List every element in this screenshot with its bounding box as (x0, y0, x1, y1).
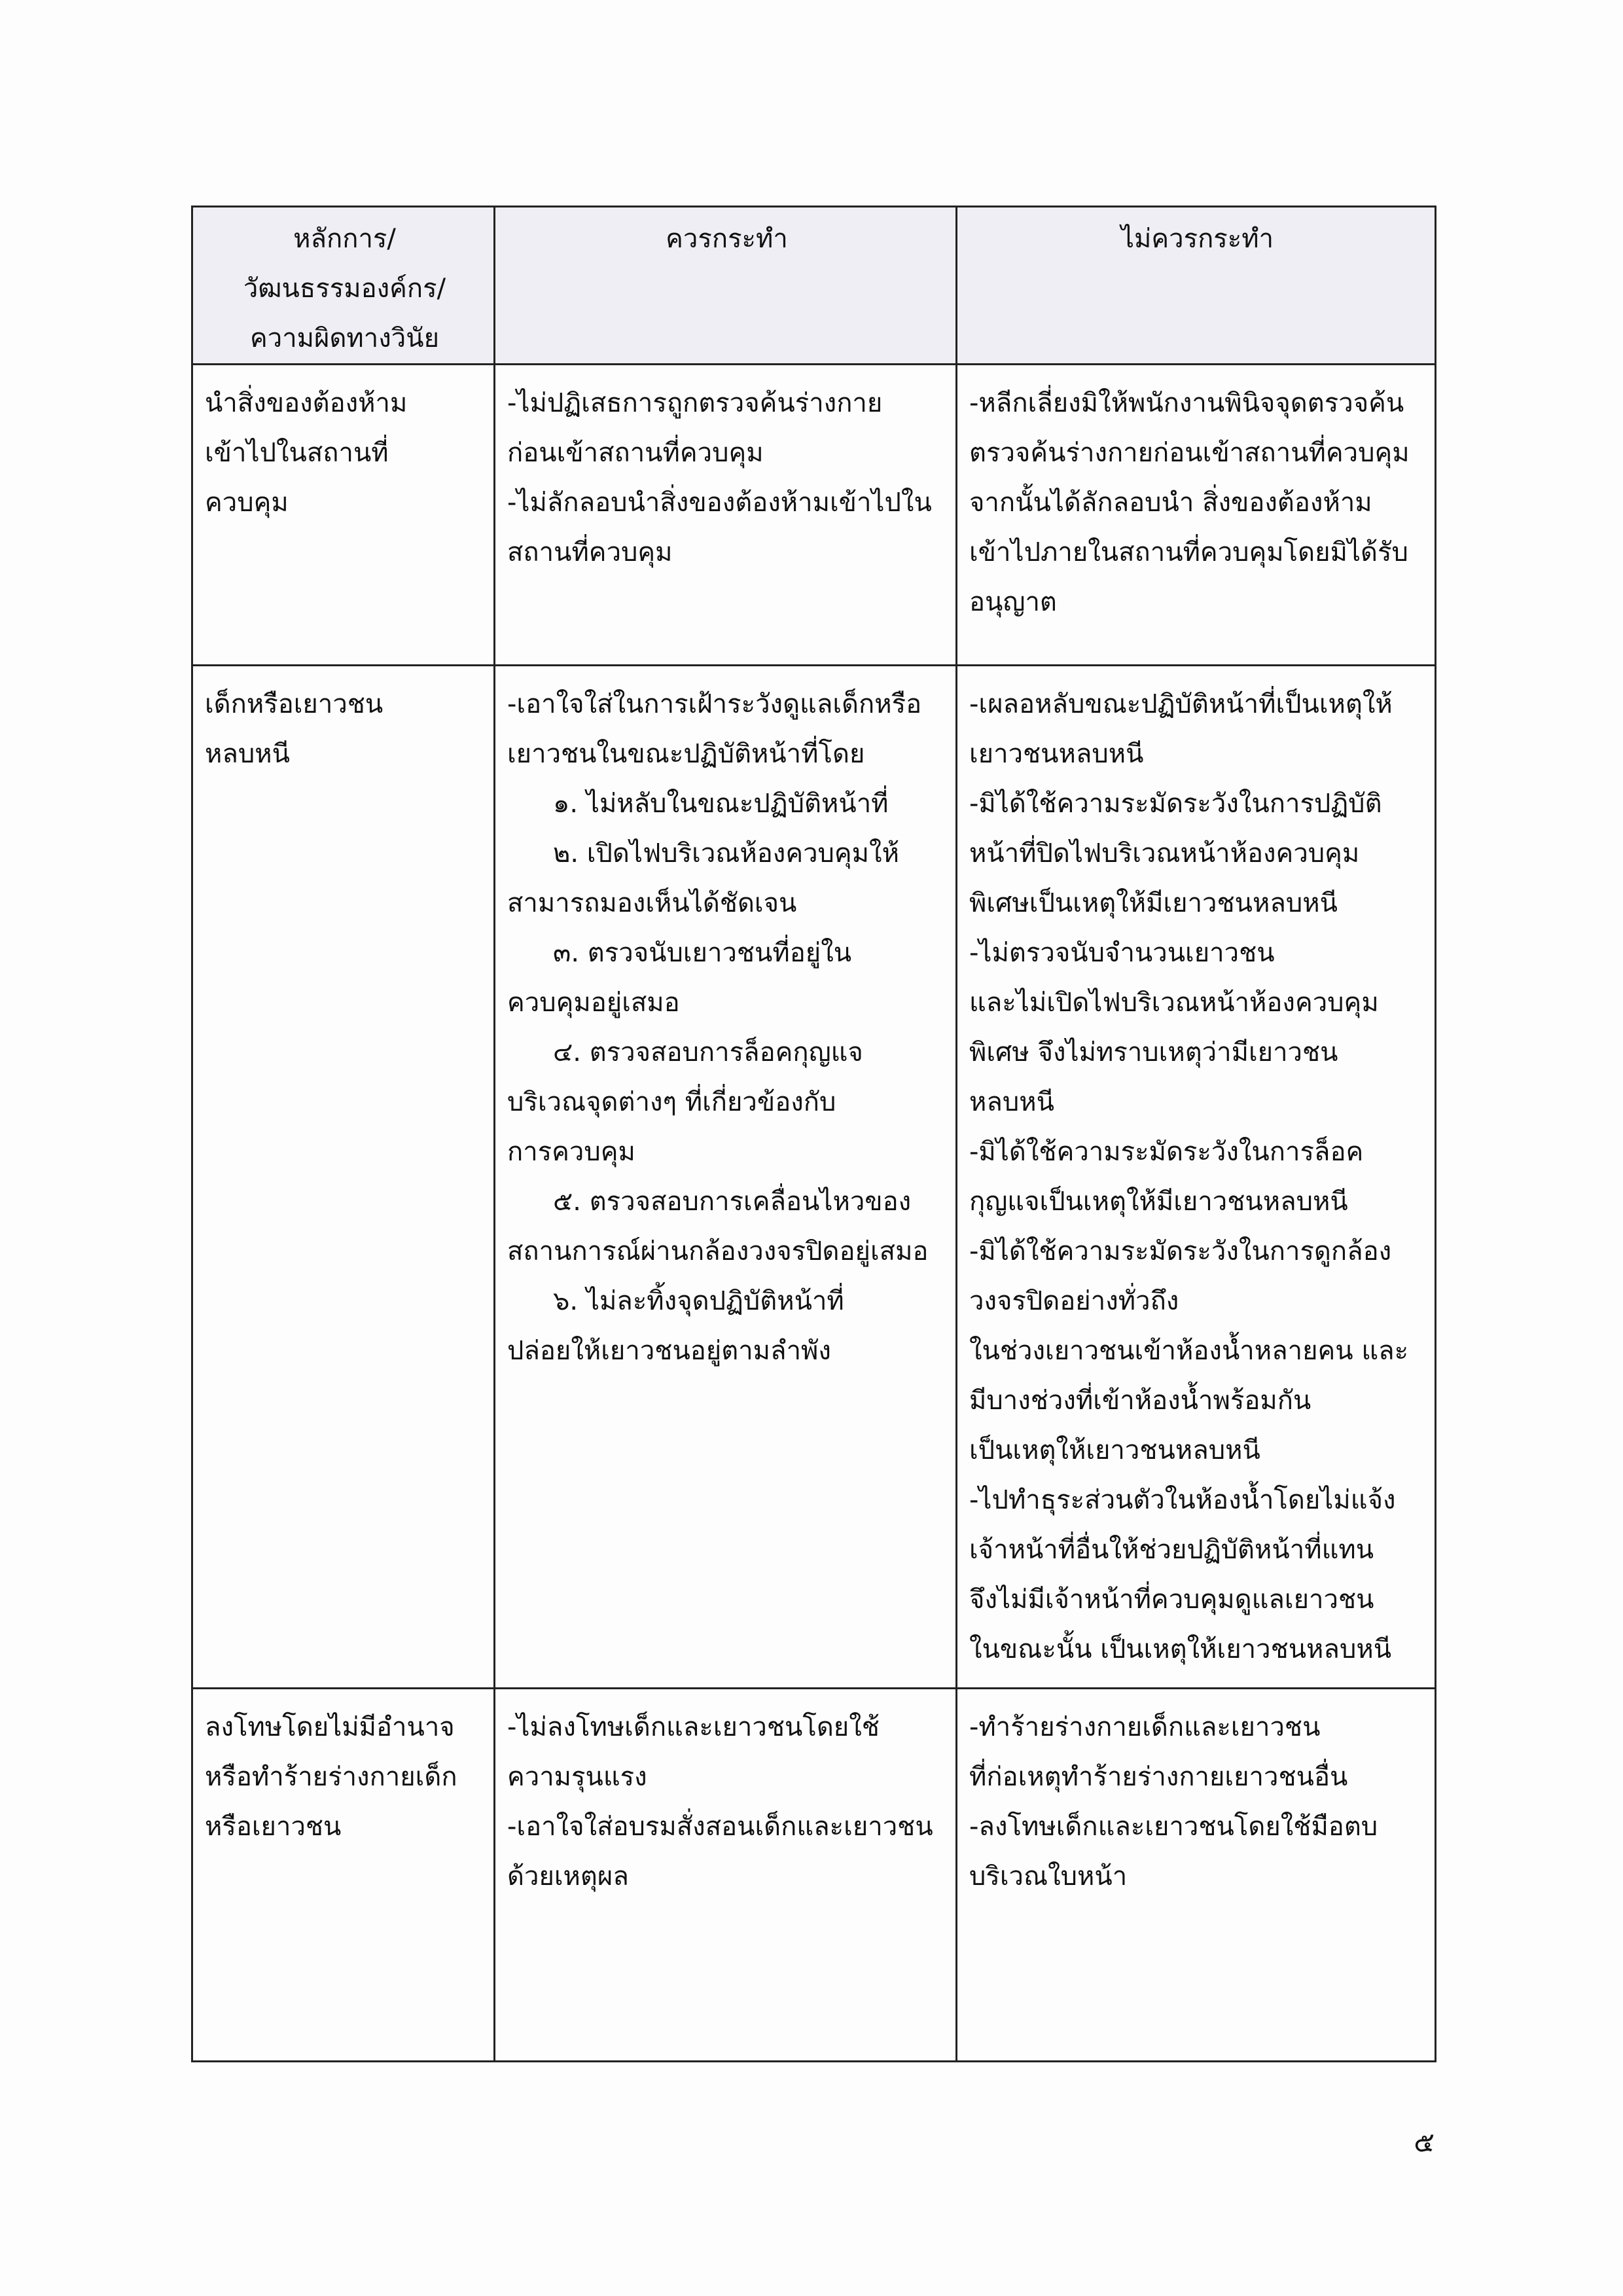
should-do-line: ๕. ตรวจสอบการเคลื่อนไหวของ (553, 1187, 912, 1217)
should-do-line: การควบคุม (507, 1137, 635, 1167)
should-not-do-line: กุญแจเป็นเหตุให้มีเยาวชนหลบหนี (969, 1187, 1348, 1217)
should-do-line: ๖. ไม่ละทิ้งจุดปฏิบัติหน้าที่ (553, 1286, 844, 1316)
header-principle-line: ความผิดทางวินัย (249, 323, 440, 353)
topic-line: เข้าไปในสถานที่ (205, 438, 389, 468)
should-do-line: เยาวชนในขณะปฏิบัติหน้าที่โดย (507, 739, 865, 769)
should-do-line: ปล่อยให้เยาวชนอยู่ตามลำพัง (507, 1336, 831, 1366)
should-not-do-line: ตรวจค้นร่างกายก่อนเข้าสถานที่ควบคุม (969, 438, 1410, 468)
should-do-line: -ไม่ปฏิเสธการถูกตรวจค้นร่างกาย (507, 388, 883, 418)
should-not-do-line: มีบางช่วงที่เข้าห้องน้ำพร้อมกัน (969, 1386, 1311, 1416)
should-not-do-line: ในขณะนั้น เป็นเหตุให้เยาวชนหลบหนี (969, 1634, 1392, 1664)
should-not-do-line: -ลงโทษเด็กและเยาวชนโดยใช้มือตบ (969, 1812, 1378, 1842)
should-not-do-line: เจ้าหน้าที่อื่นให้ช่วยปฏิบัติหน้าที่แทน (969, 1535, 1374, 1565)
header-should-do (495, 207, 957, 365)
table-row (192, 1689, 1436, 2062)
should-not-do-line: -เผลอหลับขณะปฏิบัติหน้าที่เป็นเหตุให้ (969, 689, 1393, 719)
topic-cell (192, 666, 495, 1689)
should-not-do-cell (957, 1689, 1436, 2062)
header-principle-line: วัฒนธรรมองค์กร/ (243, 274, 446, 304)
topic-cell (192, 1689, 495, 2062)
should-not-do-cell (957, 365, 1436, 666)
should-not-do-line: ที่ก่อเหตุทำร้ายร่างกายเยาวชนอื่น (969, 1762, 1348, 1792)
should-not-do-line: และไม่เปิดไฟบริเวณหน้าห้องควบคุม (969, 988, 1379, 1018)
should-not-do-line: จากนั้นได้ลักลอบนำ สิ่งของต้องห้าม (969, 488, 1372, 518)
should-not-do-line: เข้าไปภายในสถานที่ควบคุมโดยมิได้รับ (969, 537, 1408, 567)
should-do-line: -เอาใจใส่ในการเฝ้าระวังดูแลเด็กหรือ (507, 689, 922, 719)
should-not-do-line: -ไปทำธุระส่วนตัวในห้องน้ำโดยไม่แจ้ง (969, 1485, 1396, 1515)
topic-line: ลงโทษโดยไม่มีอำนาจ (205, 1712, 455, 1742)
should-not-do-cell (957, 666, 1436, 1689)
should-not-do-line: บริเวณใบหน้า (969, 1861, 1128, 1892)
should-not-do-line: -ไม่ตรวจนับจำนวนเยาวชน (969, 938, 1275, 968)
should-not-do-line: หลบหนี (969, 1087, 1054, 1117)
should-do-line: ๑. ไม่หลับในขณะปฏิบัติหน้าที่ (553, 789, 889, 819)
should-not-do-line: พิเศษ จึงไม่ทราบเหตุว่ามีเยาวชน (969, 1037, 1338, 1067)
should-not-do-line: เยาวชนหลบหนี (969, 739, 1144, 769)
should-do-line: -เอาใจใส่อบรมสั่งสอนเด็กและเยาวชน (507, 1812, 933, 1842)
topic-line: หลบหนี (205, 739, 290, 769)
header-should-not-do (957, 207, 1436, 365)
should-do-line: ๔. ตรวจสอบการล็อคกุญแจ (553, 1037, 863, 1067)
topic-line: หรือเยาวชน (205, 1812, 342, 1842)
should-do-line: ๒. เปิดไฟบริเวณห้องควบคุมให้ (553, 838, 899, 869)
should-not-do-line: เป็นเหตุให้เยาวชนหลบหนี (969, 1435, 1260, 1465)
should-do-line: -ไม่ลักลอบนำสิ่งของต้องห้ามเข้าไปใน (507, 488, 932, 518)
should-not-do-line: วงจรปิดอย่างทั่วถึง (969, 1286, 1179, 1316)
should-not-do-line: -ทำร้ายร่างกายเด็กและเยาวชน (969, 1712, 1321, 1742)
topic-line: ควบคุม (205, 488, 289, 518)
should-not-do-line: -มิได้ใช้ความระมัดระวังในการล็อค (969, 1137, 1364, 1167)
table-header-row (192, 207, 1436, 365)
should-not-do-line: หน้าที่ปิดไฟบริเวณหน้าห้องควบคุม (969, 838, 1360, 869)
page-number: ๕ (1414, 2126, 1435, 2158)
should-not-do-line: -มิได้ใช้ความระมัดระวังในการดูกล้อง (969, 1236, 1392, 1266)
should-do-line: ควบคุมอยู่เสมอ (507, 988, 680, 1018)
topic-line: นำสิ่งของต้องห้าม (205, 388, 408, 418)
should-do-cell (495, 666, 957, 1689)
should-do-line: สถานที่ควบคุม (507, 537, 673, 567)
header-should-do-label: ควรกระทำ (666, 224, 788, 254)
header-should-not-do-label: ไม่ควรกระทำ (1120, 224, 1274, 254)
header-principle-line: หลักการ/ (293, 224, 396, 254)
table-row (192, 365, 1436, 666)
should-do-line: -ไม่ลงโทษเด็กและเยาวชนโดยใช้ (507, 1712, 880, 1742)
conduct-table (191, 206, 1436, 2062)
should-do-line: ด้วยเหตุผล (507, 1861, 629, 1892)
should-not-do-line: พิเศษเป็นเหตุให้มีเยาวชนหลบหนี (969, 888, 1338, 918)
should-not-do-line: -หลีกเลี่ยงมิให้พนักงานพินิจจุดตรวจค้น (969, 388, 1404, 418)
topic-line: หรือทำร้ายร่างกายเด็ก (205, 1762, 457, 1792)
should-do-line: ๓. ตรวจนับเยาวชนที่อยู่ใน (553, 938, 852, 968)
topic-cell (192, 365, 495, 666)
header-principle (192, 207, 495, 365)
should-not-do-line: อนุญาต (969, 587, 1057, 617)
should-do-line: สามารถมองเห็นได้ชัดเจน (507, 888, 797, 918)
should-not-do-line: จึงไม่มีเจ้าหน้าที่ควบคุมดูแลเยาวชน (969, 1585, 1374, 1615)
table-row (192, 666, 1436, 1689)
should-do-cell (495, 1689, 957, 2062)
should-do-line: สถานการณ์ผ่านกล้องวงจรปิดอยู่เสมอ (507, 1236, 929, 1266)
should-do-line: ความรุนแรง (507, 1762, 647, 1792)
should-not-do-line: -มิได้ใช้ความระมัดระวังในการปฏิบัติ (969, 789, 1382, 819)
should-not-do-line: ในช่วงเยาวชนเข้าห้องน้ำหลายคน และ (969, 1336, 1409, 1366)
topic-line: เด็กหรือเยาวชน (205, 689, 383, 719)
should-do-cell (495, 365, 957, 666)
should-do-line: บริเวณจุดต่างๆ ที่เกี่ยวข้องกับ (507, 1087, 836, 1117)
should-do-line: ก่อนเข้าสถานที่ควบคุม (507, 438, 764, 468)
